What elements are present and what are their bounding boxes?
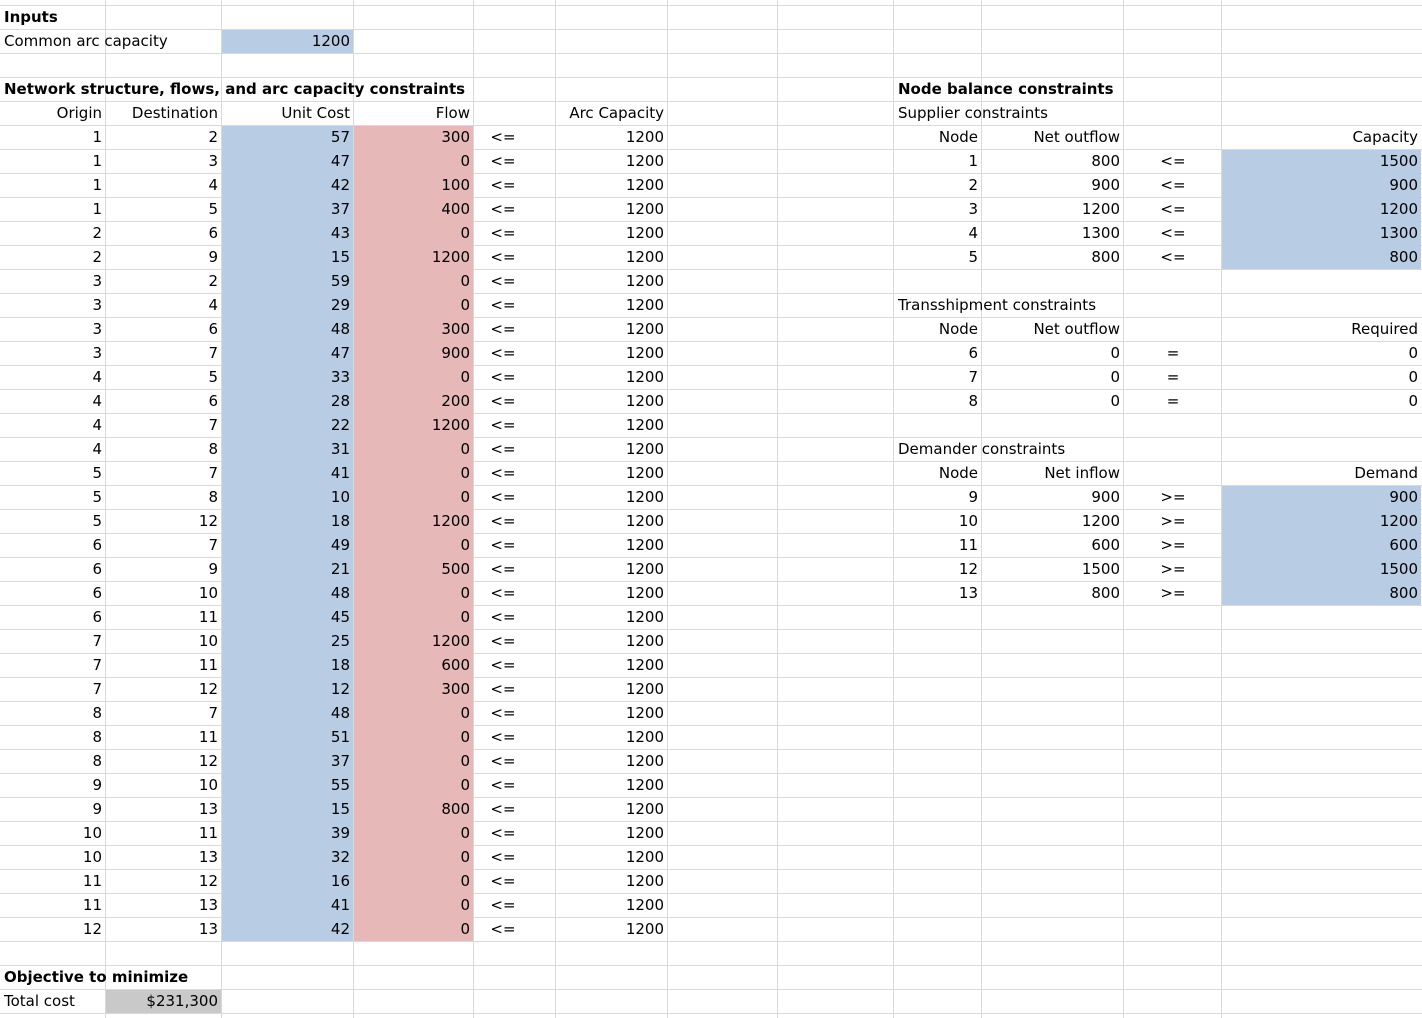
arc-capacity-cell[interactable]: 1200	[625, 776, 664, 794]
arc-capacity-operator: <=	[490, 512, 516, 530]
arc-capacity-cell[interactable]: 1200	[625, 584, 664, 602]
transshipment-limit-cell[interactable]: 0	[1408, 368, 1418, 386]
arc-origin-cell[interactable]: 6	[92, 536, 102, 554]
arc-origin-cell[interactable]: 1	[92, 152, 102, 170]
arc-origin-cell[interactable]: 1	[92, 128, 102, 146]
arc-capacity-operator: <=	[490, 224, 516, 242]
arc-destination-cell[interactable]: 5	[208, 368, 218, 386]
demander-operator: >=	[1160, 560, 1186, 578]
supplier-operator: <=	[1160, 224, 1186, 242]
arc-unit-cost-cell[interactable]: 43	[330, 224, 350, 242]
supplier-node-cell[interactable]: 4	[968, 224, 978, 242]
arc-unit-cost-cell[interactable]: 18	[330, 512, 350, 530]
arc-flow-cell[interactable]: 300	[441, 128, 470, 146]
arc-capacity-operator: <=	[490, 560, 516, 578]
arc-flow-cell[interactable]: 0	[460, 536, 470, 554]
transshipment-operator: =	[1166, 344, 1180, 362]
arc-origin-cell[interactable]: 11	[82, 896, 102, 914]
arc-capacity-operator: <=	[490, 632, 516, 650]
arc-destination-cell[interactable]: 6	[208, 224, 218, 242]
arc-capacity-cell[interactable]: 1200	[625, 272, 664, 290]
arc-capacity-cell[interactable]: 1200	[625, 560, 664, 578]
arc-unit-cost-cell[interactable]: 41	[330, 464, 350, 482]
arc-unit-cost-cell[interactable]: 16	[330, 872, 350, 890]
arc-origin-cell[interactable]: 3	[92, 296, 102, 314]
inputs-header: Inputs	[4, 8, 58, 26]
transshipment-node-cell[interactable]: 7	[968, 368, 978, 386]
arc-origin-cell[interactable]: 2	[92, 248, 102, 266]
arc-destination-cell[interactable]: 7	[208, 464, 218, 482]
demander-node-header: Node	[938, 464, 978, 482]
demander-limit-cell[interactable]: 800	[1389, 584, 1418, 602]
arc-unit-cost-cell[interactable]: 12	[330, 680, 350, 698]
arc-origin-cell[interactable]: 3	[92, 344, 102, 362]
arc-flow-cell[interactable]: 1200	[431, 416, 470, 434]
transshipment-node-cell[interactable]: 8	[968, 392, 978, 410]
transshipment-node-cell[interactable]: 6	[968, 344, 978, 362]
arc-capacity-cell[interactable]: 1200	[625, 488, 664, 506]
demander-constraints-title: Demander constraints	[898, 440, 1066, 458]
arc-flow-cell[interactable]: 0	[460, 728, 470, 746]
transshipment-net-cell[interactable]: 0	[1110, 368, 1120, 386]
arc-destination-cell[interactable]: 4	[208, 296, 218, 314]
arc-capacity-operator: <=	[490, 392, 516, 410]
arc-flow-cell[interactable]: 900	[441, 344, 470, 362]
arc-unit-cost-cell[interactable]: 37	[330, 752, 350, 770]
arc-capacity-operator: <=	[490, 848, 516, 866]
supplier-net-header: Net outflow	[1033, 128, 1120, 146]
arc-flow-cell[interactable]: 300	[441, 320, 470, 338]
arc-capacity-operator: <=	[490, 344, 516, 362]
arc-capacity-cell[interactable]: 1200	[625, 536, 664, 554]
arc-origin-cell[interactable]: 8	[92, 704, 102, 722]
transshipment-net-header: Net outflow	[1033, 320, 1120, 338]
arc-flow-cell[interactable]: 200	[441, 392, 470, 410]
arc-capacity-cell[interactable]: 1200	[625, 752, 664, 770]
arc-flow-cell[interactable]: 0	[460, 608, 470, 626]
arc-flow-cell[interactable]: 0	[460, 704, 470, 722]
arc-origin-cell[interactable]: 9	[92, 776, 102, 794]
supplier-constraints-title: Supplier constraints	[898, 104, 1048, 122]
transshipment-operator: =	[1166, 368, 1180, 386]
arc-flow-cell[interactable]: 0	[460, 440, 470, 458]
arc-capacity-cell[interactable]: 1200	[625, 296, 664, 314]
arc-destination-cell[interactable]: 12	[198, 680, 218, 698]
demander-operator: >=	[1160, 488, 1186, 506]
arc-unit-cost-cell[interactable]: 47	[330, 152, 350, 170]
arc-flow-cell[interactable]: 0	[460, 920, 470, 938]
arc-destination-cell[interactable]: 3	[208, 152, 218, 170]
demander-limit-cell[interactable]: 900	[1389, 488, 1418, 506]
transshipment-limit-cell[interactable]: 0	[1408, 344, 1418, 362]
supplier-limit-cell[interactable]: 900	[1389, 176, 1418, 194]
arc-capacity-operator: <=	[490, 272, 516, 290]
arc-origin-cell[interactable]: 5	[92, 464, 102, 482]
arc-flow-cell[interactable]: 400	[441, 200, 470, 218]
arc-origin-cell[interactable]: 7	[92, 680, 102, 698]
arc-flow-cell[interactable]: 600	[441, 656, 470, 674]
arc-unit-cost-cell[interactable]: 37	[330, 200, 350, 218]
arc-destination-cell[interactable]: 10	[198, 632, 218, 650]
demander-node-cell[interactable]: 13	[958, 584, 978, 602]
arc-flow-cell[interactable]: 500	[441, 560, 470, 578]
arc-capacity-cell[interactable]: 1200	[625, 320, 664, 338]
demander-node-cell[interactable]: 12	[958, 560, 978, 578]
demander-operator: >=	[1160, 536, 1186, 554]
arc-origin-cell[interactable]: 4	[92, 440, 102, 458]
supplier-net-cell[interactable]: 800	[1091, 248, 1120, 266]
demander-net-cell[interactable]: 600	[1091, 536, 1120, 554]
arc-unit-cost-cell[interactable]: 32	[330, 848, 350, 866]
arc-flow-cell[interactable]: 800	[441, 800, 470, 818]
demander-net-header: Net inflow	[1044, 464, 1120, 482]
arc-capacity-operator: <=	[490, 728, 516, 746]
arc-origin-cell[interactable]: 2	[92, 224, 102, 242]
arc-destination-cell[interactable]: 4	[208, 176, 218, 194]
arc-origin-cell[interactable]: 1	[92, 200, 102, 218]
supplier-net-cell[interactable]: 1300	[1081, 224, 1120, 242]
demander-node-cell[interactable]: 10	[958, 512, 978, 530]
arc-capacity-cell[interactable]: 1200	[625, 848, 664, 866]
arc-destination-cell[interactable]: 6	[208, 320, 218, 338]
demander-net-cell[interactable]: 900	[1091, 488, 1120, 506]
arc-capacity-operator: <=	[490, 152, 516, 170]
arc-destination-cell[interactable]: 7	[208, 536, 218, 554]
arc-destination-cell[interactable]: 13	[198, 800, 218, 818]
supplier-node-cell[interactable]: 1	[968, 152, 978, 170]
supplier-limit-cell[interactable]: 1300	[1379, 224, 1418, 242]
transshipment-net-cell[interactable]: 0	[1110, 392, 1120, 410]
total-cost-value[interactable]: $231,300	[146, 992, 218, 1010]
arc-destination-cell[interactable]: 12	[198, 512, 218, 530]
arc-capacity-cell[interactable]: 1200	[625, 200, 664, 218]
arc-flow-cell[interactable]: 0	[460, 272, 470, 290]
arc-capacity-operator: <=	[490, 488, 516, 506]
arc-flow-cell[interactable]: 0	[460, 896, 470, 914]
origin-column-header: Origin	[56, 104, 102, 122]
arc-capacity-operator: <=	[490, 176, 516, 194]
arc-origin-cell[interactable]: 4	[92, 392, 102, 410]
network-section-title: Network structure, flows, and arc capacity constraints	[4, 80, 466, 98]
arc-origin-cell[interactable]: 3	[92, 320, 102, 338]
arc-destination-cell[interactable]: 13	[198, 920, 218, 938]
arc-flow-cell[interactable]: 0	[460, 488, 470, 506]
arc-unit-cost-cell[interactable]: 33	[330, 368, 350, 386]
arc-unit-cost-cell[interactable]: 59	[330, 272, 350, 290]
supplier-node-cell[interactable]: 3	[968, 200, 978, 218]
arc-capacity-cell[interactable]: 1200	[625, 896, 664, 914]
transshipment-limit-cell[interactable]: 0	[1408, 392, 1418, 410]
arc-capacity-operator: <=	[490, 800, 516, 818]
arc-destination-cell[interactable]: 11	[198, 608, 218, 626]
arc-capacity-cell[interactable]: 1200	[625, 224, 664, 242]
arc-capacity-cell[interactable]: 1200	[625, 440, 664, 458]
arc-origin-cell[interactable]: 7	[92, 656, 102, 674]
arc-origin-cell[interactable]: 6	[92, 560, 102, 578]
arc-unit-cost-cell[interactable]: 55	[330, 776, 350, 794]
arc-capacity-operator: <=	[490, 896, 516, 914]
supplier-node-cell[interactable]: 5	[968, 248, 978, 266]
supplier-net-cell[interactable]: 800	[1091, 152, 1120, 170]
demander-node-cell[interactable]: 9	[968, 488, 978, 506]
arc-capacity-cell[interactable]: 1200	[625, 920, 664, 938]
arc-destination-cell[interactable]: 5	[208, 200, 218, 218]
capacity-input[interactable]: 1200	[311, 32, 350, 50]
arc-unit-cost-cell[interactable]: 42	[330, 920, 350, 938]
arc-origin-cell[interactable]: 3	[92, 272, 102, 290]
arc-destination-cell[interactable]: 8	[208, 440, 218, 458]
arc-destination-cell[interactable]: 10	[198, 776, 218, 794]
arc-capacity-operator: <=	[490, 656, 516, 674]
transshipment-net-cell[interactable]: 0	[1110, 344, 1120, 362]
arc-origin-cell[interactable]: 4	[92, 416, 102, 434]
demander-limit-cell[interactable]: 1200	[1379, 512, 1418, 530]
arc-origin-cell[interactable]: 11	[82, 872, 102, 890]
arc-unit-cost-cell[interactable]: 39	[330, 824, 350, 842]
supplier-node-cell[interactable]: 2	[968, 176, 978, 194]
objective-header: Objective to minimize	[4, 968, 189, 986]
arc-unit-cost-cell[interactable]: 25	[330, 632, 350, 650]
arc-flow-cell[interactable]: 300	[441, 680, 470, 698]
arc-flow-cell[interactable]: 1200	[431, 512, 470, 530]
arc-unit-cost-cell[interactable]: 48	[330, 584, 350, 602]
demander-limit-cell[interactable]: 1500	[1379, 560, 1418, 578]
arc-destination-cell[interactable]: 6	[208, 392, 218, 410]
arc-flow-cell[interactable]: 0	[460, 776, 470, 794]
arc-capacity-cell[interactable]: 1200	[625, 872, 664, 890]
transshipment-limit-header: Required	[1351, 320, 1418, 338]
arc-unit-cost-cell[interactable]: 47	[330, 344, 350, 362]
arc-unit-cost-cell[interactable]: 31	[330, 440, 350, 458]
supplier-net-cell[interactable]: 1200	[1081, 200, 1120, 218]
arc-origin-cell[interactable]: 12	[82, 920, 102, 938]
arc-unit-cost-cell[interactable]: 48	[330, 320, 350, 338]
demander-operator: >=	[1160, 512, 1186, 530]
arc-unit-cost-cell[interactable]: 51	[330, 728, 350, 746]
arc-origin-cell[interactable]: 10	[82, 824, 102, 842]
arc-flow-cell[interactable]: 0	[460, 752, 470, 770]
transshipment-constraints-title: Transshipment constraints	[898, 296, 1097, 314]
arc-origin-cell[interactable]: 6	[92, 584, 102, 602]
demander-operator: >=	[1160, 584, 1186, 602]
arc-capacity-operator: <=	[490, 464, 516, 482]
arc-destination-cell[interactable]: 9	[208, 248, 218, 266]
arc-origin-cell[interactable]: 10	[82, 848, 102, 866]
transshipment-operator: =	[1166, 392, 1180, 410]
supplier-operator: <=	[1160, 152, 1186, 170]
arc-capacity-cell[interactable]: 1200	[625, 368, 664, 386]
arc-capacity-operator: <=	[490, 128, 516, 146]
arc-unit-cost-cell[interactable]: 22	[330, 416, 350, 434]
arc-unit-cost-cell[interactable]: 42	[330, 176, 350, 194]
arc-capacity-operator: <=	[490, 296, 516, 314]
arc-capacity-operator: <=	[490, 416, 516, 434]
arc-unit-cost-cell[interactable]: 21	[330, 560, 350, 578]
supplier-limit-header: Capacity	[1352, 128, 1418, 146]
supplier-limit-cell[interactable]: 1500	[1379, 152, 1418, 170]
arc-capacity-operator: <=	[490, 872, 516, 890]
arc-capacity-operator: <=	[490, 440, 516, 458]
demander-net-cell[interactable]: 1500	[1081, 560, 1120, 578]
arc-destination-cell[interactable]: 12	[198, 872, 218, 890]
arc-capacity-cell[interactable]: 1200	[625, 152, 664, 170]
arc-flow-cell[interactable]: 0	[460, 824, 470, 842]
supplier-limit-cell[interactable]: 1200	[1379, 200, 1418, 218]
arc-capacity-cell[interactable]: 1200	[625, 464, 664, 482]
arc-capacity-operator: <=	[490, 680, 516, 698]
node-balance-section-title: Node balance constraints	[898, 80, 1114, 98]
arc-flow-cell[interactable]: 100	[441, 176, 470, 194]
arc-unit-cost-cell[interactable]: 15	[330, 800, 350, 818]
arc-destination-cell[interactable]: 8	[208, 488, 218, 506]
demander-node-cell[interactable]: 11	[958, 536, 978, 554]
arc-destination-cell[interactable]: 7	[208, 344, 218, 362]
arc-capacity-cell[interactable]: 1200	[625, 176, 664, 194]
arc-capacity-operator: <=	[490, 704, 516, 722]
arc-capacity-operator: <=	[490, 368, 516, 386]
arc-flow-cell[interactable]: 0	[460, 368, 470, 386]
arc-destination-cell[interactable]: 13	[198, 848, 218, 866]
arc-flow-cell[interactable]: 0	[460, 584, 470, 602]
arc-destination-cell[interactable]: 7	[208, 416, 218, 434]
demander-limit-cell[interactable]: 600	[1389, 536, 1418, 554]
arc-capacity-operator: <=	[490, 824, 516, 842]
supplier-operator: <=	[1160, 176, 1186, 194]
capacity-label: Common arc capacity	[4, 32, 168, 50]
arc-origin-cell[interactable]: 1	[92, 176, 102, 194]
arc-destination-cell[interactable]: 9	[208, 560, 218, 578]
arc-capacity-cell[interactable]: 1200	[625, 512, 664, 530]
arc-capacity-cell[interactable]: 1200	[625, 800, 664, 818]
arc-capacity-cell[interactable]: 1200	[625, 656, 664, 674]
arc-destination-cell[interactable]: 11	[198, 728, 218, 746]
arc-capacity-cell[interactable]: 1200	[625, 344, 664, 362]
arc-origin-cell[interactable]: 7	[92, 632, 102, 650]
arc-capacity-cell[interactable]: 1200	[625, 416, 664, 434]
supplier-node-header: Node	[938, 128, 978, 146]
transshipment-node-header: Node	[938, 320, 978, 338]
flow-column-header: Flow	[435, 104, 470, 122]
arc-flow-cell[interactable]: 0	[460, 152, 470, 170]
arc-capacity-cell[interactable]: 1200	[625, 680, 664, 698]
arc-origin-cell[interactable]: 8	[92, 728, 102, 746]
arc-origin-cell[interactable]: 9	[92, 800, 102, 818]
arc-flow-cell[interactable]: 0	[460, 224, 470, 242]
supplier-limit-cell[interactable]: 800	[1389, 248, 1418, 266]
supplier-net-cell[interactable]: 900	[1091, 176, 1120, 194]
arc-capacity-operator: <=	[490, 200, 516, 218]
demander-net-cell[interactable]: 1200	[1081, 512, 1120, 530]
arc-flow-cell[interactable]: 0	[460, 296, 470, 314]
arc-destination-cell[interactable]: 2	[208, 128, 218, 146]
arc-unit-cost-cell[interactable]: 10	[330, 488, 350, 506]
arc-flow-cell[interactable]: 1200	[431, 632, 470, 650]
total-cost-label: Total cost	[4, 992, 75, 1010]
arc-capacity-cell[interactable]: 1200	[625, 248, 664, 266]
arc-flow-cell[interactable]: 0	[460, 848, 470, 866]
arc-unit-cost-cell[interactable]: 29	[330, 296, 350, 314]
arc-destination-cell[interactable]: 11	[198, 824, 218, 842]
arc-unit-cost-cell[interactable]: 57	[330, 128, 350, 146]
arc-destination-cell[interactable]: 13	[198, 896, 218, 914]
arc-destination-cell[interactable]: 10	[198, 584, 218, 602]
arc-capacity-operator: <=	[490, 248, 516, 266]
arc-flow-cell[interactable]: 0	[460, 872, 470, 890]
unit-cost-column-header: Unit Cost	[281, 104, 350, 122]
arc-origin-cell[interactable]: 6	[92, 608, 102, 626]
arc-destination-cell[interactable]: 2	[208, 272, 218, 290]
arc-destination-cell[interactable]: 12	[198, 752, 218, 770]
arc-origin-cell[interactable]: 5	[92, 512, 102, 530]
arc-unit-cost-cell[interactable]: 49	[330, 536, 350, 554]
arc-destination-cell[interactable]: 7	[208, 704, 218, 722]
arc-flow-cell[interactable]: 1200	[431, 248, 470, 266]
arc-capacity-cell[interactable]: 1200	[625, 608, 664, 626]
demander-limit-header: Demand	[1354, 464, 1418, 482]
arc-capacity-cell[interactable]: 1200	[625, 392, 664, 410]
arc-unit-cost-cell[interactable]: 15	[330, 248, 350, 266]
arc-capacity-cell[interactable]: 1200	[625, 632, 664, 650]
arc-capacity-column-header: Arc Capacity	[569, 104, 664, 122]
arc-unit-cost-cell[interactable]: 41	[330, 896, 350, 914]
arc-unit-cost-cell[interactable]: 48	[330, 704, 350, 722]
arc-capacity-cell[interactable]: 1200	[625, 128, 664, 146]
destination-column-header: Destination	[131, 104, 218, 122]
arc-capacity-operator: <=	[490, 536, 516, 554]
arc-unit-cost-cell[interactable]: 45	[330, 608, 350, 626]
arc-capacity-operator: <=	[490, 608, 516, 626]
arc-origin-cell[interactable]: 5	[92, 488, 102, 506]
arc-capacity-operator: <=	[490, 920, 516, 938]
arc-unit-cost-cell[interactable]: 28	[330, 392, 350, 410]
arc-origin-cell[interactable]: 4	[92, 368, 102, 386]
arc-destination-cell[interactable]: 11	[198, 656, 218, 674]
arc-capacity-cell[interactable]: 1200	[625, 704, 664, 722]
arc-origin-cell[interactable]: 8	[92, 752, 102, 770]
arc-unit-cost-cell[interactable]: 18	[330, 656, 350, 674]
arc-capacity-cell[interactable]: 1200	[625, 824, 664, 842]
arc-capacity-cell[interactable]: 1200	[625, 728, 664, 746]
demander-net-cell[interactable]: 800	[1091, 584, 1120, 602]
arc-capacity-operator: <=	[490, 584, 516, 602]
supplier-operator: <=	[1160, 248, 1186, 266]
arc-capacity-operator: <=	[490, 320, 516, 338]
arc-capacity-operator: <=	[490, 776, 516, 794]
arc-capacity-operator: <=	[490, 752, 516, 770]
supplier-operator: <=	[1160, 200, 1186, 218]
arc-flow-cell[interactable]: 0	[460, 464, 470, 482]
